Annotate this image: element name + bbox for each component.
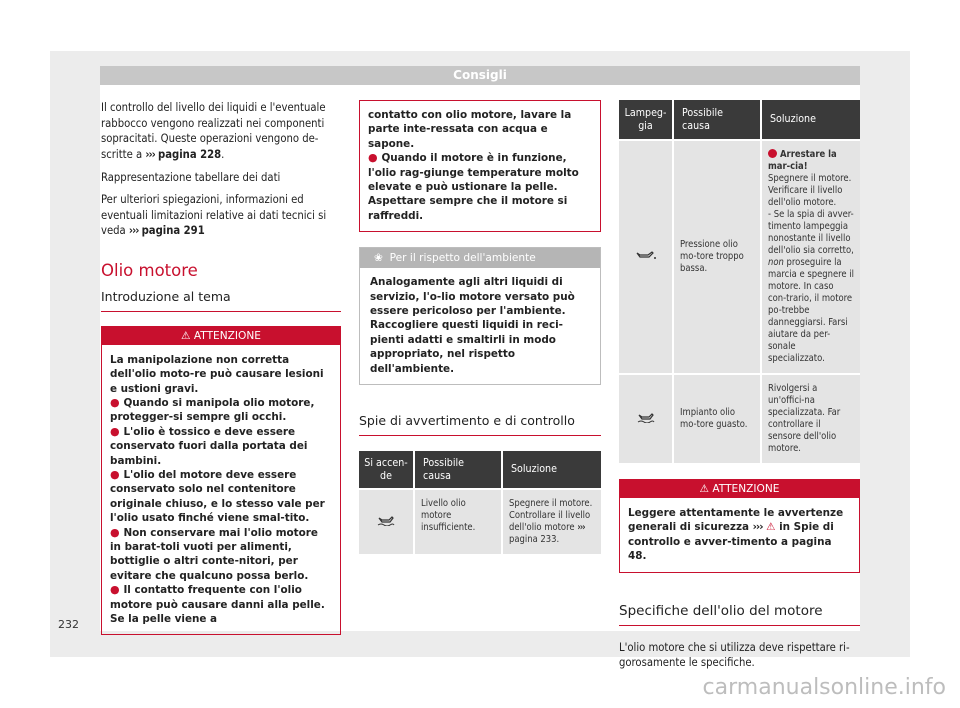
watermark: carmanualsonline.info [702, 675, 946, 700]
section-title: Olio motore [101, 260, 198, 280]
solution-cell: Arrestare la mar-cia! Spegnere il motore. Verificare il livello dell'olio motore. - Se la spia di avver-timento lampeggia nonostante il livello dell'olio sia corretto, non proseguire la marcia e spegnere il motore. In caso con-trario, il motore po-trebbe danneggiarsi. Farsi aiutare da per-sonale specializzato. [761, 140, 860, 374]
oil-level-icon [377, 514, 395, 526]
spie-title: Spie di avvertimento e di controllo [359, 413, 601, 436]
table-header-row [619, 100, 860, 140]
oil-pressure-icon [635, 249, 657, 261]
warning-item: ● Quando il motore è in funzione, l'olio rag-giunge temperature molto elevate e può ustionare la pelle. Aspettare sempre che il motore si raffreddi. [368, 151, 579, 222]
section-subtitle: Introduzione al tema [101, 289, 341, 312]
col-header: Soluzione [761, 100, 860, 140]
warning-lights-table [359, 451, 601, 554]
warning-body: contatto con olio motore, lavare la parte inte-ressata con acqua e sapone. ● Quando il motore è in funzione, l'olio rag-giunge temperature molto elevate e può ustionare la pelle. Aspettare sempre che il motore si raffreddi. [360, 101, 600, 231]
icon-cell [619, 140, 673, 374]
col-header: Lampeg-gia [619, 100, 673, 140]
flashing-lights-table [619, 100, 860, 463]
column-3 [619, 100, 860, 671]
warning-item: ● Il contatto frequente con l'olio motore può causare danni alla pelle. Se la pelle viene a [110, 583, 325, 626]
bullet-icon: ● [110, 468, 124, 481]
stop-icon [768, 149, 777, 158]
oil-sensor-icon [637, 411, 655, 423]
warning-item: ● Non conservare mai l'olio motore in barat-toli vuoti per alimenti, bottiglie o altri conte-nitori, per evitare che qualcuno possa berlo. [110, 525, 318, 582]
page-number: 232 [58, 618, 79, 631]
environment-header: ❀ Per il rispetto dell'ambiente [360, 248, 600, 268]
spec-paragraph: L'olio motore che si utilizza deve rispettare ri-gorosamente le specifiche. [619, 640, 850, 670]
page-link[interactable]: pagina 228 [158, 147, 222, 161]
column-1 [101, 100, 341, 635]
warning-box [619, 479, 860, 573]
warning-triangle-icon: ⚠ [699, 483, 709, 495]
bullet-icon: ● [110, 583, 124, 597]
col-header: Possibile causa [673, 100, 761, 140]
environment-box [359, 247, 601, 385]
icon-cell [359, 489, 414, 554]
rappr-paragraph: Per ulteriori spiegazioni, informazioni ed eventuali limitazioni relative ai dati tecnici si veda ››› pagina 291 [101, 192, 327, 238]
warning-intro: La manipolazione non corretta dell'olio moto-re può causare lesioni e ustioni gravi. [110, 353, 324, 395]
warning-box-continued [359, 100, 601, 232]
solution-cell: Spegnere il motore. Controllare il livello dell'olio motore ››› pagina 233. [502, 489, 601, 554]
warning-item: ● Quando si manipola olio motore, protegger-si sempre gli occhi. [110, 395, 315, 424]
table-row [619, 374, 860, 463]
icon-cell [619, 374, 673, 463]
bullet-icon: ● [110, 424, 124, 438]
warning-item: ● L'olio del motore deve essere conservato solo nel contenitore originale chiuso, e lo stesso vale per l'olio usato finché viene smal-tito. [110, 468, 325, 525]
col-header: Soluzione [502, 451, 601, 489]
ref-arrows: ››› [128, 224, 139, 238]
bullet-icon: ● [110, 395, 124, 409]
table-row [619, 140, 860, 374]
warning-header: ⚠ ATTENZIONE [102, 327, 340, 345]
warning-body [102, 345, 340, 635]
spec-title: Specifiche dell'olio del motore [619, 603, 860, 626]
bullet-icon: ● [110, 525, 124, 539]
warning-box [101, 326, 341, 636]
page-link[interactable]: pagina 291 [141, 224, 205, 238]
table-header-row [359, 451, 601, 489]
cause-cell: Impianto olio mo-tore guasto. [673, 374, 761, 463]
warning-triangle-icon: ⚠ [766, 521, 776, 534]
header-bar [100, 66, 860, 85]
cause-cell: Livello olio motore insufficiente. [414, 489, 502, 554]
header-title: Consigli [453, 68, 507, 82]
warning-triangle-icon: ⚠ [180, 329, 191, 342]
intro-paragraph: Il controllo del livello dei liquidi e l'eventuale rabbocco vengono realizzati nei componenti sopracitati. Queste operazioni vengono de-scritte a ››› pagina 228. [101, 101, 326, 161]
rappr-title: Rappresentazione tabellare dei dati [101, 171, 281, 185]
bullet-icon: ● [368, 151, 382, 165]
environment-body: Analogamente agli altri liquidi di servizio, l'o-lio motore versato può essere pericoloso per l'ambiente. Raccogliere questi liquidi in reci-pienti adatti e smaltirli in modo appropriato, nel rispetto dell'ambiente. [370, 276, 575, 375]
col-header: Possibile causa [414, 451, 502, 489]
page-link[interactable]: pagina 233. [509, 534, 560, 546]
table-row [359, 489, 601, 554]
environment-leaf-icon: ❀ [374, 252, 383, 265]
column-2 [359, 100, 601, 554]
solution-cell: Rivolgersi a un'offici-na specializzata. Far controllare il sensore dell'olio motore. [761, 374, 860, 463]
cause-cell: Pressione olio mo-tore troppo bassa. [673, 140, 761, 374]
col-header: Si accen-de [359, 451, 414, 489]
warning-body: Leggere attentamente le avvertenze generali di sicurezza ››› ⚠ in Spie di controllo e avver-timento a pagina 48. [628, 507, 844, 563]
warning-header: ⚠ ATTENZIONE [620, 480, 859, 498]
warning-item: ● L'olio è tossico e deve essere conservato fuori dalla portata dei bambini. [110, 424, 308, 467]
ref-arrows: ››› [145, 147, 155, 161]
